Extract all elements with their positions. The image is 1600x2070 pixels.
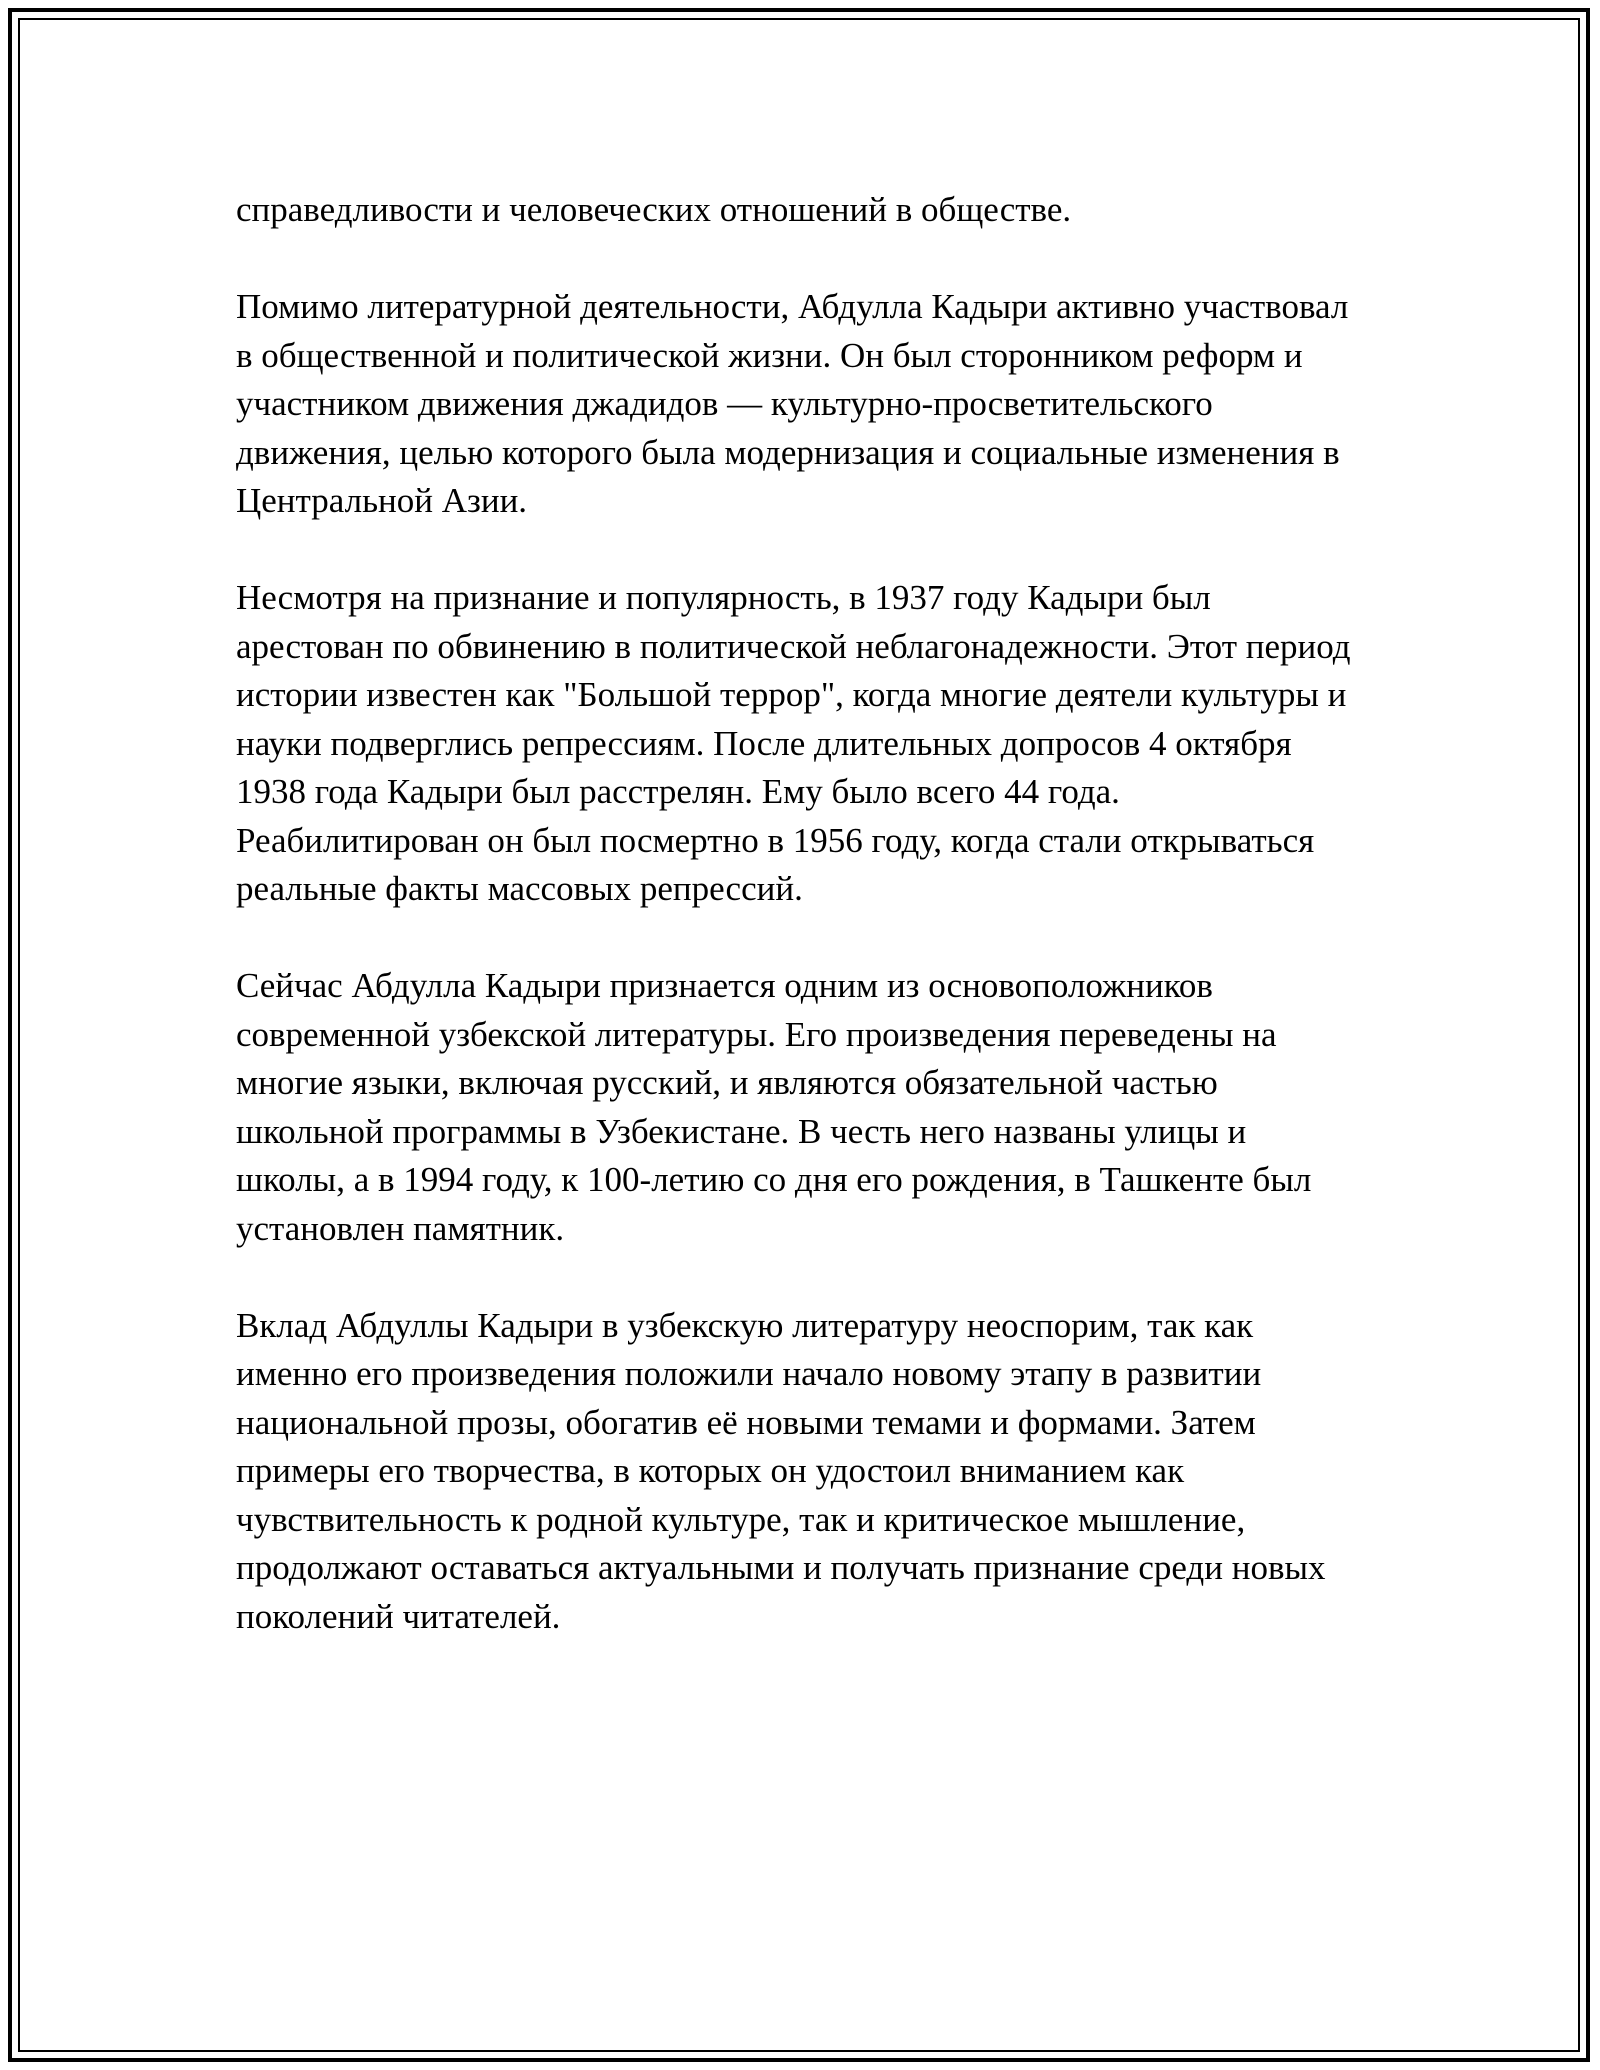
paragraph-2: Помимо литературной деятельности, Абдулла Кадыри активно участвовал в общественной и политической жизни. Он был сторонником реформ и участником движения джадидов — культурно-просветительского движения, целью которого была модернизация и социальные изменения в Центральной Азии. (236, 287, 1349, 520)
paragraph-5: Вклад Абдуллы Кадыри в узбекскую литературу неоспорим, так как именно его произведения положили начало новому этапу в развитии национальной прозы, обогатив её новыми темами и формами. Затем примеры его творчества, в которых он удостоил вниманием как чувствительность к родной культуре, так и критическое мышление, продолжают оставаться актуальными и получать признание среди новых поколений читателей. (236, 1305, 1326, 1636)
paragraph-4: Сейчас Абдулла Кадыри признается одним из основоположников современной узбекской литературы. Его произведения переведены на многие языки, включая русский, и являются обязательной частью школьной программы в Узбекистане. В честь него названы улицы и школы, а в 1994 году, к 100-летию со дня его рождения, в Ташкенте был установлен памятник. (236, 966, 1312, 1248)
paragraph-3: Несмотря на признание и популярность, в 1937 году Кадыри был арестован по обвинению в политической неблагонадежности. Этот период истории известен как "Большой террор", когда многие деятели культуры и науки подверглись репрессиям. После длительных допросов 4 октября 1938 года Кадыри был расстрелян. Ему было всего 44 года. Реабилитирован он был посмертно в 1956 году, когда стали открываться реальные факты массовых репрессий. (236, 578, 1351, 908)
paragraph-1: справедливости и человеческих отношений в обществе. (236, 190, 1072, 229)
document-body (236, 186, 1360, 1641)
